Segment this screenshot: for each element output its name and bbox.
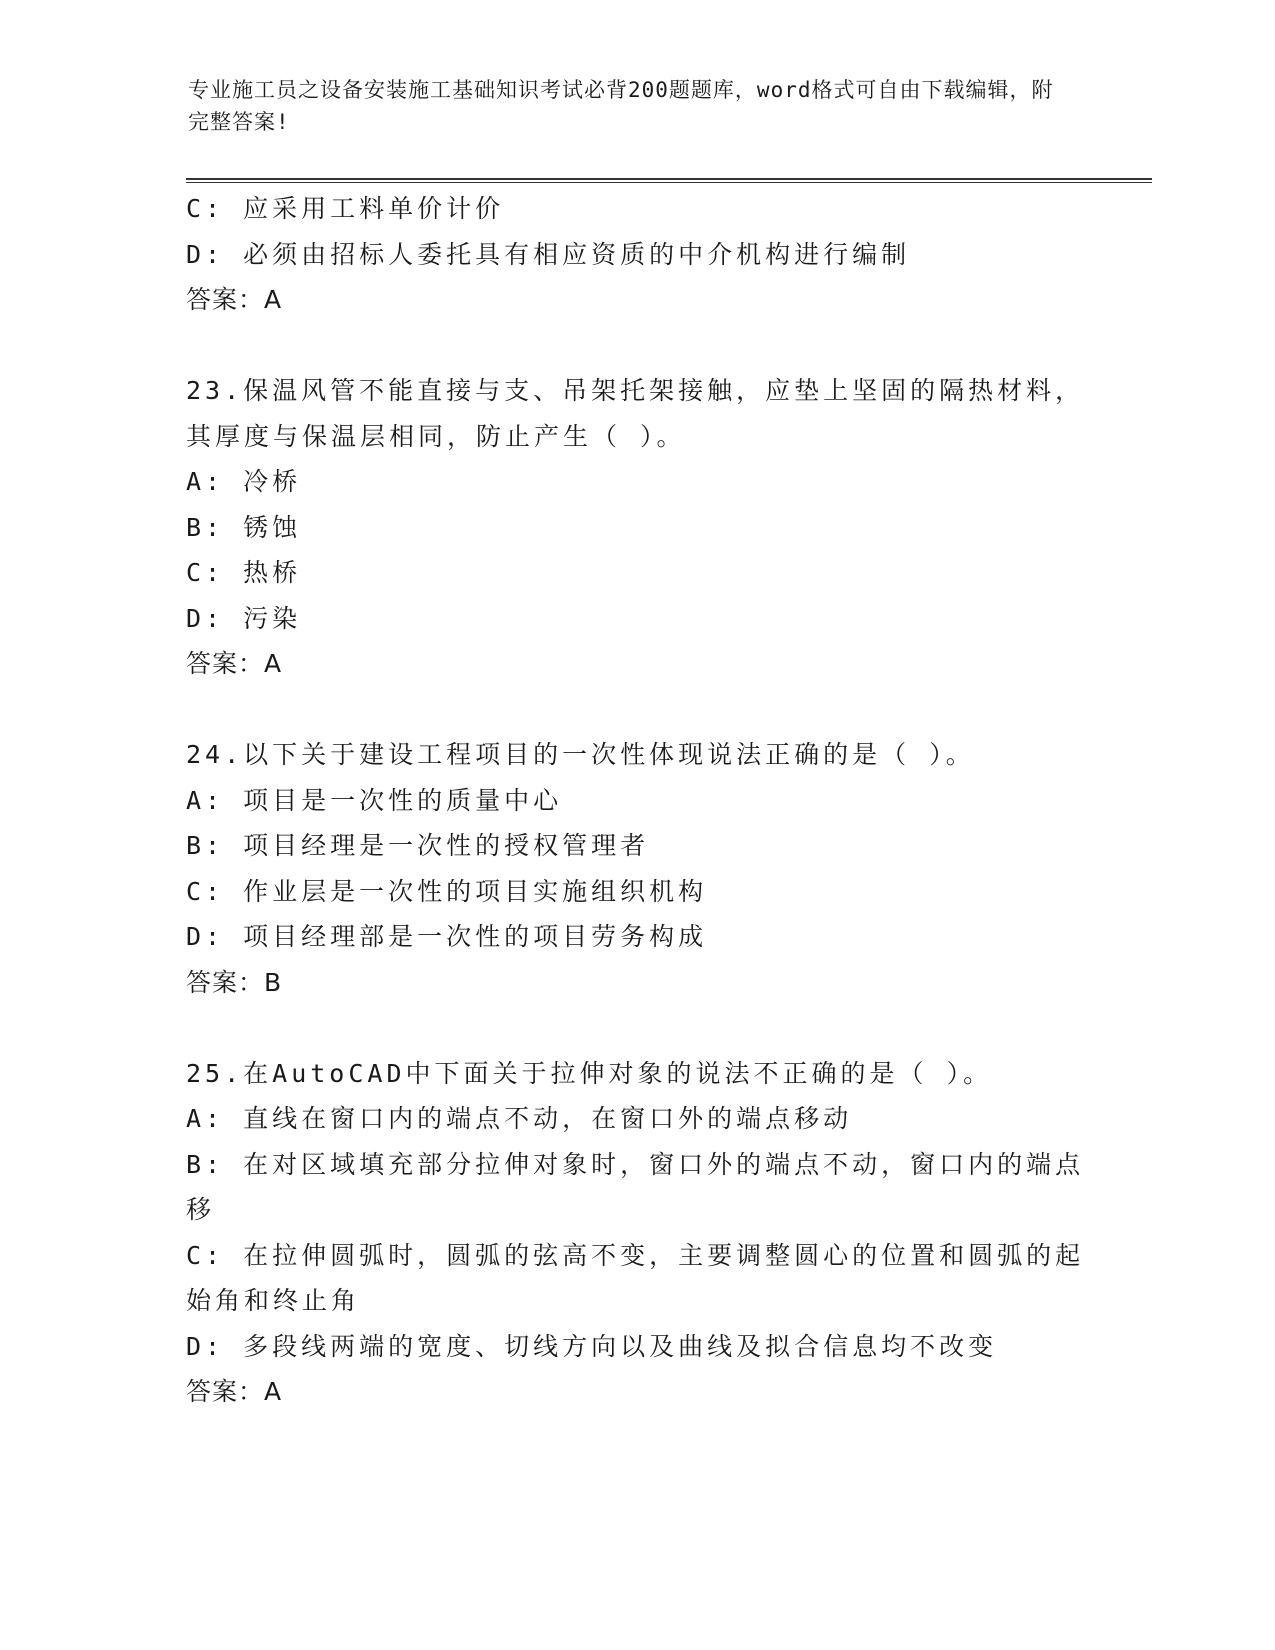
option-c: C: 作业层是一次性的项目实施组织机构 bbox=[186, 876, 708, 906]
option-b: B: 锈蚀 bbox=[186, 512, 302, 542]
header-divider-thick bbox=[186, 178, 1152, 180]
option-a: A: 项目是一次性的质量中心 bbox=[186, 785, 563, 815]
option-d: D: 污染 bbox=[186, 603, 302, 633]
answer-line: 答案：A bbox=[186, 1377, 283, 1406]
option-a: A: 直线在窗口内的端点不动，在窗口外的端点移动 bbox=[186, 1104, 853, 1133]
option-b: B: 项目经理是一次性的授权管理者 bbox=[186, 831, 650, 860]
answer-line: 答案：B bbox=[186, 967, 283, 997]
question-24-text: 24.以下关于建设工程项目的一次性体现说法正确的是（ ）。 bbox=[186, 740, 975, 769]
answer-line: 答案：A bbox=[186, 285, 283, 314]
option-d: D: 多段线两端的宽度、切线方向以及曲线及拟合信息均不改变 bbox=[186, 1331, 998, 1361]
question-23-text: 23.保温风管不能直接与支、吊架托架接触，应垫上坚固的隔热材料，其厚度与保温层相同，防止产生（ ）。 bbox=[186, 376, 1085, 451]
option-a: A: 冷桥 bbox=[186, 467, 302, 496]
header-divider-thin bbox=[186, 182, 1152, 183]
option-c: C: 在拉伸圆弧时，圆弧的弦高不变，主要调整圆心的位置和圆弧的起始角和终止角 bbox=[186, 1240, 1085, 1315]
option-d: D: 必须由招标人委托具有相应资质的中介机构进行编制 bbox=[186, 239, 911, 269]
option-c: C: 应采用工料单价计价 bbox=[186, 194, 505, 223]
question-25-text: 25.在AutoCAD中下面关于拉伸对象的说法不正确的是（ ）。 bbox=[186, 1058, 993, 1088]
option-c: C: 热桥 bbox=[186, 558, 302, 587]
option-d: D: 项目经理部是一次性的项目劳务构成 bbox=[186, 922, 708, 951]
page-header: 专业施工员之设备安装施工基础知识考试必背200题题库，word格式可自由下载编辑，附完整答案! bbox=[188, 78, 1054, 134]
answer-line: 答案：A bbox=[186, 649, 283, 678]
option-b: B: 在对区域填充部分拉伸对象时，窗口外的端点不动，窗口内的端点移 bbox=[186, 1149, 1085, 1224]
document-body bbox=[186, 186, 1086, 1415]
